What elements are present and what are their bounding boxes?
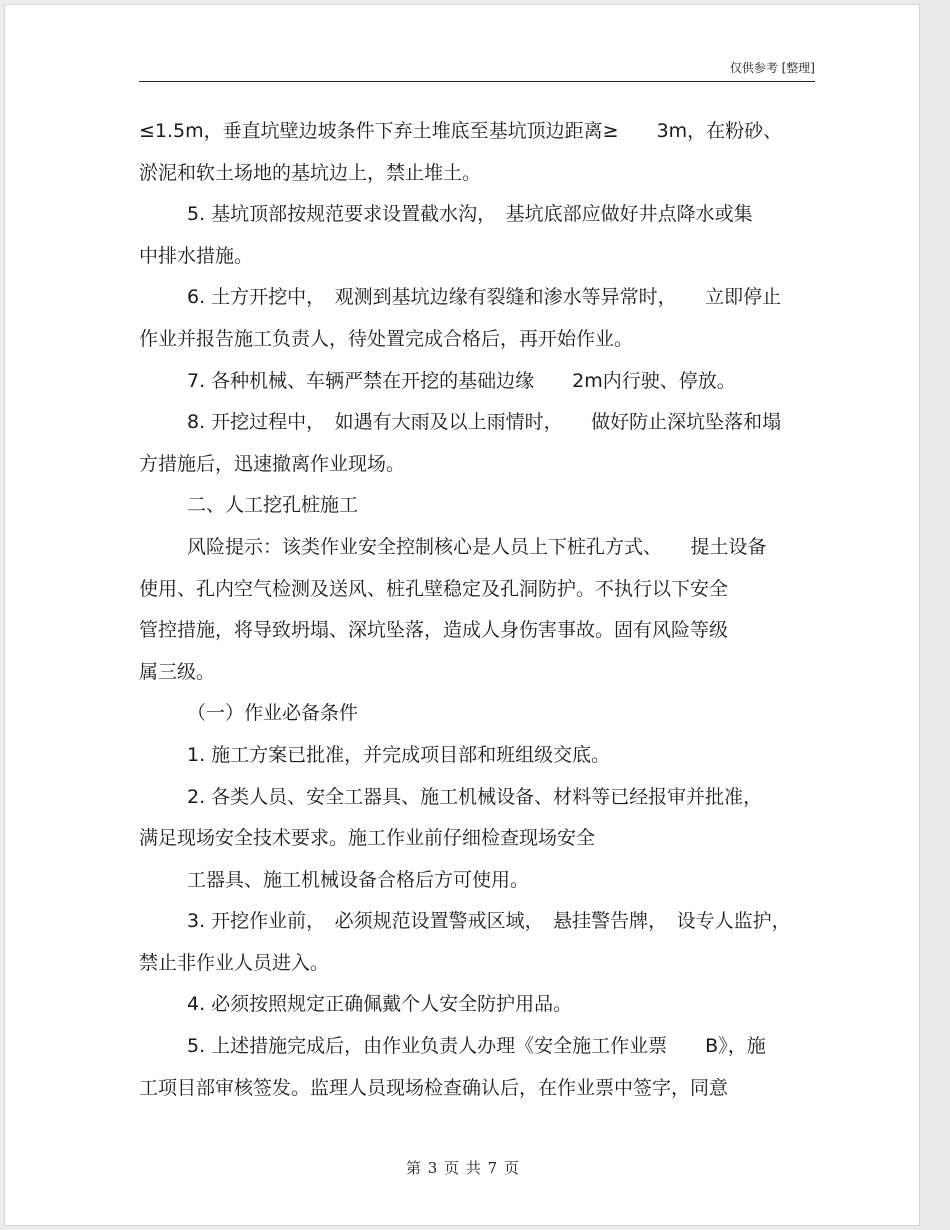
body-line: 禁止非作业人员进入。	[139, 951, 330, 974]
body-line: 7. 各种机械、车辆严禁在开挖的基础边缘 2m内行驶、停放。	[187, 369, 736, 392]
body-line: 满足现场安全技术要求。施工作业前仔细检查现场安全	[139, 827, 596, 850]
body-line: 8. 开挖过程中， 如遇有大雨及以上雨情时， 做好防止深坑坠落和塌	[187, 411, 782, 434]
body-line: 4. 必须按照规定正确佩戴个人安全防护用品。	[187, 993, 573, 1016]
body-line: 5. 基坑顶部按规范要求设置截水沟， 基坑底部应做好井点降水或集	[187, 203, 753, 226]
page-header	[139, 57, 815, 82]
body-line: 2. 各类人员、安全工器具、施工机械设备、材料等已经报审并批准，	[187, 785, 763, 808]
body-line: 管控措施，将导致坍塌、深坑坠落，造成人身伤害事故。固有风险等级	[139, 619, 729, 642]
page-number: 第 3 页 共 7 页	[406, 1159, 520, 1177]
body-line: 3. 开挖作业前， 必须规范设置警戒区域， 悬挂警告牌， 设专人监护，	[187, 910, 791, 933]
body-line: 风险提示：该类作业安全控制核心是人员上下桩孔方式、 提土设备	[187, 535, 767, 558]
body-line: 方措施后，迅速撤离作业现场。	[139, 452, 406, 475]
body-line: 中排水措施。	[139, 244, 254, 267]
section-heading: 二、人工挖孔桩施工	[187, 494, 359, 517]
page-footer	[5, 1157, 921, 1178]
body-line: 1. 施工方案已批准，并完成项目部和班组级交底。	[187, 743, 611, 766]
body-line: 作业并报告施工负责人，待处置完成合格后，再开始作业。	[139, 327, 634, 350]
subsection-heading: （一）作业必备条件	[187, 702, 359, 725]
body-line: 淤泥和软土场地的基坑边上，禁止堆土。	[139, 161, 482, 184]
body-line: 工器具、施工机械设备合格后方可使用。	[187, 868, 530, 891]
body-line: 工项目部审核签发。监理人员现场检查确认后，在作业票中签字，同意	[139, 1076, 729, 1099]
body-line: 属三级。	[139, 660, 216, 683]
document-page	[4, 4, 920, 1226]
body-line: 使用、孔内空气检测及送风、桩孔壁稳定及孔洞防护。不执行以下安全	[139, 577, 729, 600]
body-line: 6. 土方开挖中， 观测到基坑边缘有裂缝和渗水等异常时， 立即停止	[187, 286, 782, 309]
body-line: 5. 上述措施完成后，由作业负责人办理《安全施工作业票 B》，施	[187, 1035, 766, 1058]
header-note: 仅供参考 [整理]	[729, 61, 815, 75]
document-body	[139, 111, 819, 1109]
body-line: ≤1.5m，垂直坑壁边坡条件下弃土堆底至基坑顶边距离≥ 3m，在粉砂、	[139, 120, 783, 142]
